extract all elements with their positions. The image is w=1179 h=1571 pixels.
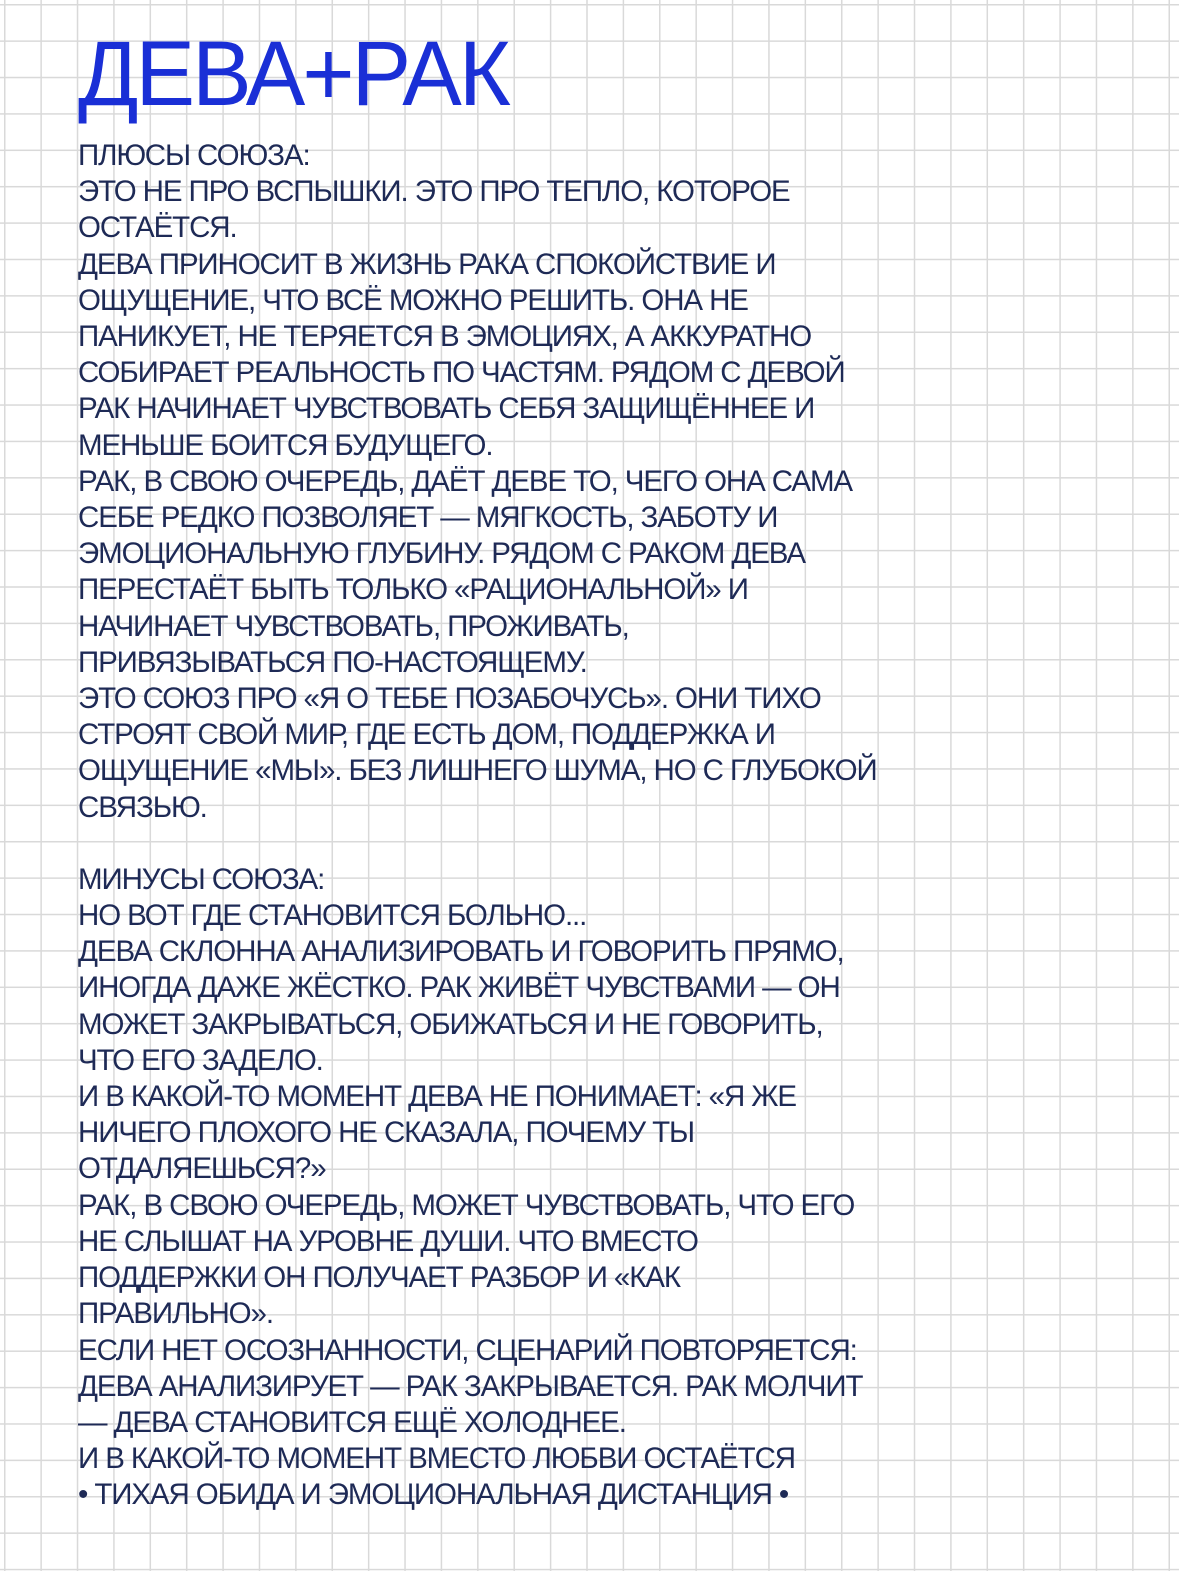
text-line: НИЧЕГО ПЛОХОГО НЕ СКАЗАЛА, ПОЧЕМУ ТЫ	[78, 1116, 695, 1150]
text-line: НО ВОТ ГДЕ СТАНОВИТСЯ БОЛЬНО...	[78, 899, 587, 933]
text-line: ЭТО СОЮЗ ПРО «Я О ТЕБЕ ПОЗАБОЧУСЬ». ОНИ ТИХО	[78, 682, 821, 716]
text-line: ЕСЛИ НЕТ ОСОЗНАННОСТИ, СЦЕНАРИЙ ПОВТОРЯЕТСЯ:	[78, 1333, 857, 1367]
text-line: ЧТО ЕГО ЗАДЕЛО.	[78, 1043, 323, 1077]
text-line: СТРОЯТ СВОЙ МИР, ГДЕ ЕСТЬ ДОМ, ПОДДЕРЖКА И	[78, 718, 775, 752]
pros-section	[78, 138, 1118, 826]
text-line: ИНОГДА ДАЖЕ ЖЁСТКО. РАК ЖИВЁТ ЧУВСТВАМИ — ОН	[78, 971, 840, 1005]
text-line: СОБИРАЕТ РЕАЛЬНОСТЬ ПО ЧАСТЯМ. РЯДОМ С ДЕВОЙ	[78, 356, 845, 390]
document-page	[78, 24, 1118, 1514]
text-line: ОЩУЩЕНИЕ, ЧТО ВСЁ МОЖНО РЕШИТЬ. ОНА НЕ	[78, 283, 748, 317]
text-line: ЭТО НЕ ПРО ВСПЫШКИ. ЭТО ПРО ТЕПЛО, КОТОРОЕ	[78, 175, 790, 209]
text-line: ПАНИКУЕТ, НЕ ТЕРЯЕТСЯ В ЭМОЦИЯХ, А АККУРАТНО	[78, 320, 812, 354]
pros-heading: ПЛЮСЫ СОЮЗА:	[78, 139, 310, 172]
text-line: РАК, В СВОЮ ОЧЕРЕДЬ, ДАЁТ ДЕВЕ ТО, ЧЕГО ОНА САМА	[78, 464, 852, 498]
text-line: МОЖЕТ ЗАКРЫВАТЬСЯ, ОБИЖАТЬСЯ И НЕ ГОВОРИТЬ,	[78, 1007, 823, 1041]
cons-section	[78, 862, 1118, 1514]
text-line: ПОДДЕРЖКИ ОН ПОЛУЧАЕТ РАЗБОР И «КАК	[78, 1261, 680, 1295]
text-line: • ТИХАЯ ОБИДА И ЭМОЦИОНАЛЬНАЯ ДИСТАНЦИЯ •	[78, 1478, 789, 1512]
text-line: ОЩУЩЕНИЕ «МЫ». БЕЗ ЛИШНЕГО ШУМА, НО С ГЛУБОКОЙ	[78, 754, 877, 788]
text-line: ПРИВЯЗЫВАТЬСЯ ПО-НАСТОЯЩЕМУ.	[78, 645, 587, 679]
text-line: ПЕРЕСТАЁТ БЫТЬ ТОЛЬКО «РАЦИОНАЛЬНОЙ» И	[78, 573, 748, 607]
text-line: ДЕВА ПРИНОСИТ В ЖИЗНЬ РАКА СПОКОЙСТВИЕ И	[78, 247, 776, 281]
text-line: СЕБЕ РЕДКО ПОЗВОЛЯЕТ — МЯГКОСТЬ, ЗАБОТУ И	[78, 501, 778, 535]
cons-heading: МИНУСЫ СОЮЗА:	[78, 862, 325, 896]
page-title: ДЕВА+РАК	[78, 23, 508, 125]
text-line: НАЧИНАЕТ ЧУВСТВОВАТЬ, ПРОЖИВАТЬ,	[78, 609, 629, 643]
text-line: НЕ СЛЫШАТ НА УРОВНЕ ДУШИ. ЧТО ВМЕСТО	[78, 1224, 698, 1258]
text-line: ПРАВИЛЬНО».	[78, 1297, 273, 1331]
text-line: РАК, В СВОЮ ОЧЕРЕДЬ, МОЖЕТ ЧУВСТВОВАТЬ, ЧТО ЕГО	[78, 1188, 855, 1222]
text-line: И В КАКОЙ-ТО МОМЕНТ ДЕВА НЕ ПОНИМАЕТ: «Я ЖЕ	[78, 1080, 797, 1114]
text-line: ОТДАЛЯЕШЬСЯ?»	[78, 1152, 326, 1186]
text-line: МЕНЬШЕ БОИТСЯ БУДУЩЕГО.	[78, 428, 493, 462]
text-line: ДЕВА АНАЛИЗИРУЕТ — РАК ЗАКРЫВАЕТСЯ. РАК МОЛЧИТ	[78, 1369, 863, 1403]
text-line: ОСТАЁТСЯ.	[78, 211, 237, 245]
text-line: ДЕВА СКЛОННА АНАЛИЗИРОВАТЬ И ГОВОРИТЬ ПРЯМО,	[78, 935, 844, 969]
text-line: РАК НАЧИНАЕТ ЧУВСТВОВАТЬ СЕБЯ ЗАЩИЩЁННЕЕ И	[78, 392, 815, 426]
text-line: — ДЕВА СТАНОВИТСЯ ЕЩЁ ХОЛОДНЕЕ.	[78, 1405, 626, 1439]
text-line: ЭМОЦИОНАЛЬНУЮ ГЛУБИНУ. РЯДОМ С РАКОМ ДЕВА	[78, 537, 805, 571]
text-line: СВЯЗЬЮ.	[78, 790, 207, 824]
text-line: И В КАКОЙ-ТО МОМЕНТ ВМЕСТО ЛЮБВИ ОСТАЁТСЯ	[78, 1442, 795, 1476]
